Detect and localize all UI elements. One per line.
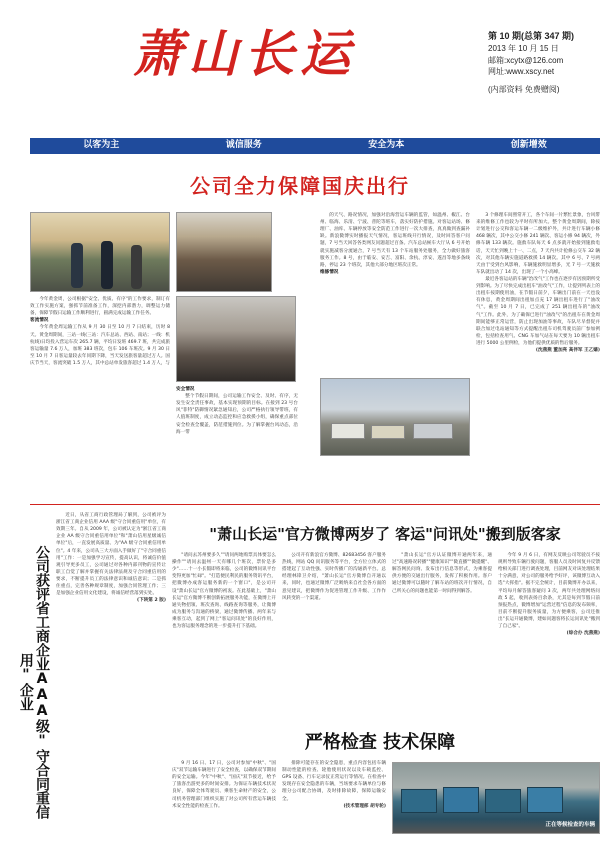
subhead-repair: 维修情况 bbox=[320, 269, 339, 275]
inspection-photo-label: 正在等候检查的车辆 bbox=[545, 822, 595, 829]
lead-weather-text: 的天气、路况情况，加强对沿海营运车辆的监管，如温州、椒江、台州、临海、乐清、宁波、普陀等班车，落实好防护措施。对客运站场、修理厂、油库、车辆停放等安全防范工作进行一次大排查，真真做到查漏补缺。新浪微博实时播报天气情况，客运班线开行情况，及时回答客户问题，7 号当天回答各类网友问题超过百条。汽车总站候车大厅从 6 号开始就实施减客分流通合，7 号当天有 13 个车站服务处服务，全力做好旅客服务工作。8 号，由于临安、安吉、富阳、余杭、淳安、遂昌等地多条线路，停运 23 个班次，其他大部分地区班次正常。 bbox=[320, 213, 470, 268]
sidebar-headline bbox=[17, 532, 50, 832]
slogan-bar bbox=[30, 138, 600, 154]
lead-byline: (沈燕燕 董加亮 高伴军 王乙嫱) bbox=[535, 348, 600, 354]
masthead-title: 萧山长运 bbox=[132, 24, 356, 83]
inspection-photo bbox=[392, 762, 600, 834]
inspection-text-1: 9 月 16 日、17 日，公司对参加"中秋"、"国庆"双节运输车辆进行了安全检查，以确保双节期间的安全运输。今年"中秋"、"国庆"双节接近，给予了旅客出游更多的时间安排。为保证车辆技术状况良好，保障全体驾驶员、乘客生命财产的安全，公司机务管理部门组织实施了对公司所有营运车辆技术安全性能的检查工作。 bbox=[172, 761, 276, 809]
slogan-3: 安全为本 bbox=[368, 140, 405, 151]
slogan-2: 诚信服务 bbox=[225, 140, 262, 151]
issue-number: 第 10 期(总第 347 期) bbox=[488, 31, 575, 41]
microblog-col-4 bbox=[498, 552, 600, 724]
microblog-headline: "萧山长运"官方微博两岁了 客运"问讯处"搬到版客家 bbox=[209, 525, 561, 543]
free-note: (内部资料 免费赠阅) bbox=[488, 84, 560, 94]
issue-date: 2013 年 10 月 15 日 bbox=[488, 44, 559, 54]
sidebar-headline-text: 公司获评省工商企业AAA级"守合同重信用"企业 bbox=[17, 545, 50, 819]
section-divider bbox=[30, 504, 600, 505]
microblog-text-3: "萧山长运"官方认证微博开通两年来，通过"高速路况转播""健康知识""微直播""微提醒"、解答网民问询、发布出行信息等形式，为乘客提供方便的交通出行服务，发挥了积极作用。客户通过微博可以随时了解车站的班次开行情况，自己所关心的问题也能第一时间得到解答。 bbox=[392, 553, 492, 594]
lead-col-4 bbox=[476, 212, 600, 502]
microblog-text-2: 公司开有新浪官方微博、82683456 客户服务热线，网站 QQ 问讯服务等平台，全方位立体式的搭建起了互动性强、实时传播广的沟通新平台。总经理林锋卫介绍，"萧山长运"官方微博自开通以来，同时，也通过微博广泛吸纳来自社会各方面的意见建议，把微博作为促进管理工作升级、工作作风转变的一个渠道。 bbox=[282, 553, 386, 601]
inspection-headline: 严格检查 技术保障 bbox=[304, 732, 456, 753]
subhead-safety: 安全情况 bbox=[176, 387, 195, 392]
slogan-1: 以客为主 bbox=[83, 140, 120, 151]
microblog-col-1 bbox=[172, 552, 276, 724]
subhead-passenger: 客流情况 bbox=[30, 318, 49, 324]
masthead-meta bbox=[488, 30, 598, 95]
sidebar-end: (下转第 2 版) bbox=[137, 598, 166, 604]
microblog-col-3 bbox=[392, 552, 492, 724]
sidebar-body bbox=[56, 512, 166, 834]
inspection-col-1 bbox=[172, 760, 276, 838]
lead-repair-text: 3 个修理车间照常开工，各个车间一片繁忙景象，台风带来的维修工作也较为平时有所加大。整个黄金周期间，除按计划进行公交和客运车辆一二级维护外，共计进行车辆小修 468 辆次，其中公交小修 241 辆次、客运小修 94 辆次，外修车辆 133 辆次。施救车队每天 6 点多就开始接到施救电话，天天忙到晚上十一、二点，7 天内共计抢修公交车 32 辆次，对其他车辆实施道路救援 14 辆次。其中 6 号、7 号两天由于受到台风影响，车辆施救明显增多，光 7 号一天施救车队就出动了 14 次，出现了一个小高峰。 bbox=[476, 213, 600, 275]
photo-buses bbox=[320, 378, 470, 456]
lead-passenger-text: 今年黄金周运输工作从 9 月 30 日至 10 月 7 日结束，历时 8 天。黄金周期间，三站一线(三站：汽车总站、西站、南站；一线：机杭线)日均投入营运车次 265.7 辆，平均日发班 469.7 班，共完成旅客运输量 7.6 万人，加班 383 班次，包车 106 车班次。9 月 30 日至 10 月 7 日客运量较去年同期下降，当天发送旅客量超过万人。国庆节当天，客流突破 1.5 万人，其中总站单发旅客超过 1.4 万人，与 bbox=[30, 325, 170, 366]
lead-repair-cont: 最近各客运站的车辆"治改气"工作也在逐步有因预期所受到影响。为了尽快完成出租车"油改气"工作，让提到列表上的出租车按期使用油，在节假日前夕，车辆出门前在一天也没有休息，黄金周期间出租加点充 17 辆出租车进行了"油改气"。截至 10 月 7 日，已完成了 251 辆出租车的"油改气"工作。此外，为了确保已进行"油改气"的出租车在黄金周期间能够正常运营，防止出现加油等事故，车队尽早督促并联合加过电站通知等方式提醒出租车司机驾驶员前厂参加例检，包括检查用气、CNG 车加气站在每天要为 10 辆出租车进行 5000 公里例检，为他们提供优质的售后服务。 bbox=[476, 276, 600, 346]
inspection-col-2 bbox=[282, 760, 386, 838]
lead-headline: 公司全力保障国庆出行 bbox=[190, 174, 410, 198]
microblog-col-2 bbox=[282, 552, 386, 724]
lead-intro: 今年黄金周，公司根据"安全、优质、有序"的工作要求，制订有效工作实施方案，强抓节前准备工作，深挖内部潜力，调整运力储备，保障节假日运输工作顺利进行，圆满完成运输工作任务。 bbox=[30, 297, 170, 317]
slogan-4: 创新增效 bbox=[510, 140, 547, 151]
inspection-byline: (技术管理部 胡专轮) bbox=[343, 803, 386, 809]
lead-col-1 bbox=[30, 296, 170, 496]
microblog-text-1: "请问去苏州要多久""请问两地购票具体要怎么操作""请问去温州一天有哪几个班次，票价是多少"……十一小长假即将来临，公司的微博问讯平台变得更加"忙碌"。"打造便民利民的服务资讯平台，把微博办成客运服务新的一个窗口"，是公司开设"萧山长运"官方微博的初衷。在此基础上，"萧山长运"官方微博不断创新拓展服务功能，在微博上开通失物招领、班次查询、线路查询等服务，让微博成为服务与沟通的桥梁，通过微博传播、两年来与乘客互动，起到了网上"客运问讯处"的良好作用，也为客运服务理念的进一步提升打下基础。 bbox=[172, 553, 276, 630]
photo-hall bbox=[30, 212, 170, 292]
sidebar-text: 近日，从省工商行政管理局了解到，公司被评为浙江省工商企业信用 AAA 级"守合同重信用"单位，有效期三年。自从 2009 年，公司被认定为"浙江省工商企业 AA 级守合同重信用单位"和"萧山信用星级诚信单位"后，一直发展高质量、为"AA 级守合同重信用单位"。4 年来，公司从三大方面入手做好了"守合同重信用"工作：一是加强学习宣传，提高认识，将诚信价值观引导更多员工，公司通过对各种内部刊物的宣传让职工自觉了解并掌握有关法律法规及守合同重信用的要求，不断提升员工的法律意识和诚信意识；二是抓住重点，完善各种规章制度，加强合同管理工作；三是加强企业信用文化建设，将诚信经营落到实处。 bbox=[56, 513, 166, 597]
microblog-text-4: 今年 9 月 6 日，有网友反映公司驾驶员不按规则导致车辆行驶问题，客服人员及时回复并反馈给相关部门进行调查处理，目前网友对该处理结果十分满意，对公司的服务给予好评，该微博互动入选"大挥指"。据不完全统计，目前微博开办以来，平均每月解答旅客疑问 3 次，两年共处理网络问政 5 起，收到表扬百余条，尤其是每到节假日前预报热点，微博增加"运营过程"信息的发布频率，目前不断提升服务质量，为方便乘客，公司还推出"长运开通微博，建如问题客将长运问讯处"搬到了自己家"。 bbox=[498, 553, 600, 630]
issue-line bbox=[488, 30, 598, 43]
email: 邮箱:xcytx@126.com bbox=[488, 55, 564, 65]
photo-station bbox=[176, 296, 296, 382]
lead-col-2b bbox=[176, 386, 298, 496]
microblog-byline: (综合办 沈燕燕) bbox=[566, 631, 600, 637]
photo-crowd bbox=[176, 212, 272, 292]
lead-safety-text: 整个节假日期间，公司运输工作安全、及时、有序，无发生安全责任事故，基本实现预期的目标。在接到 23 号台风"菲特"防御情况紧急通知后，公司严格执行领导带班，有人值班制度，成立动态监控和应急救援小组，确保重点部位安全检查全覆盖，防范措施到位。为了解掌握台风动态，沿海一带 bbox=[176, 394, 298, 435]
website: 网址:www.xscy.net bbox=[488, 67, 555, 77]
inspection-text-2: 排除可能存在的安全隐患，重点内容包括车辆制动性能的检查、轮胎使用状况以及车载监控、GPS 设备、行车记录仪正常运行等情况。在检查中发现存在安全隐患的车辆，当场要求车辆单位与修理分公司配合协调，及时排除故障，保障运输安全。 bbox=[282, 761, 386, 802]
lead-col-3 bbox=[320, 212, 470, 372]
